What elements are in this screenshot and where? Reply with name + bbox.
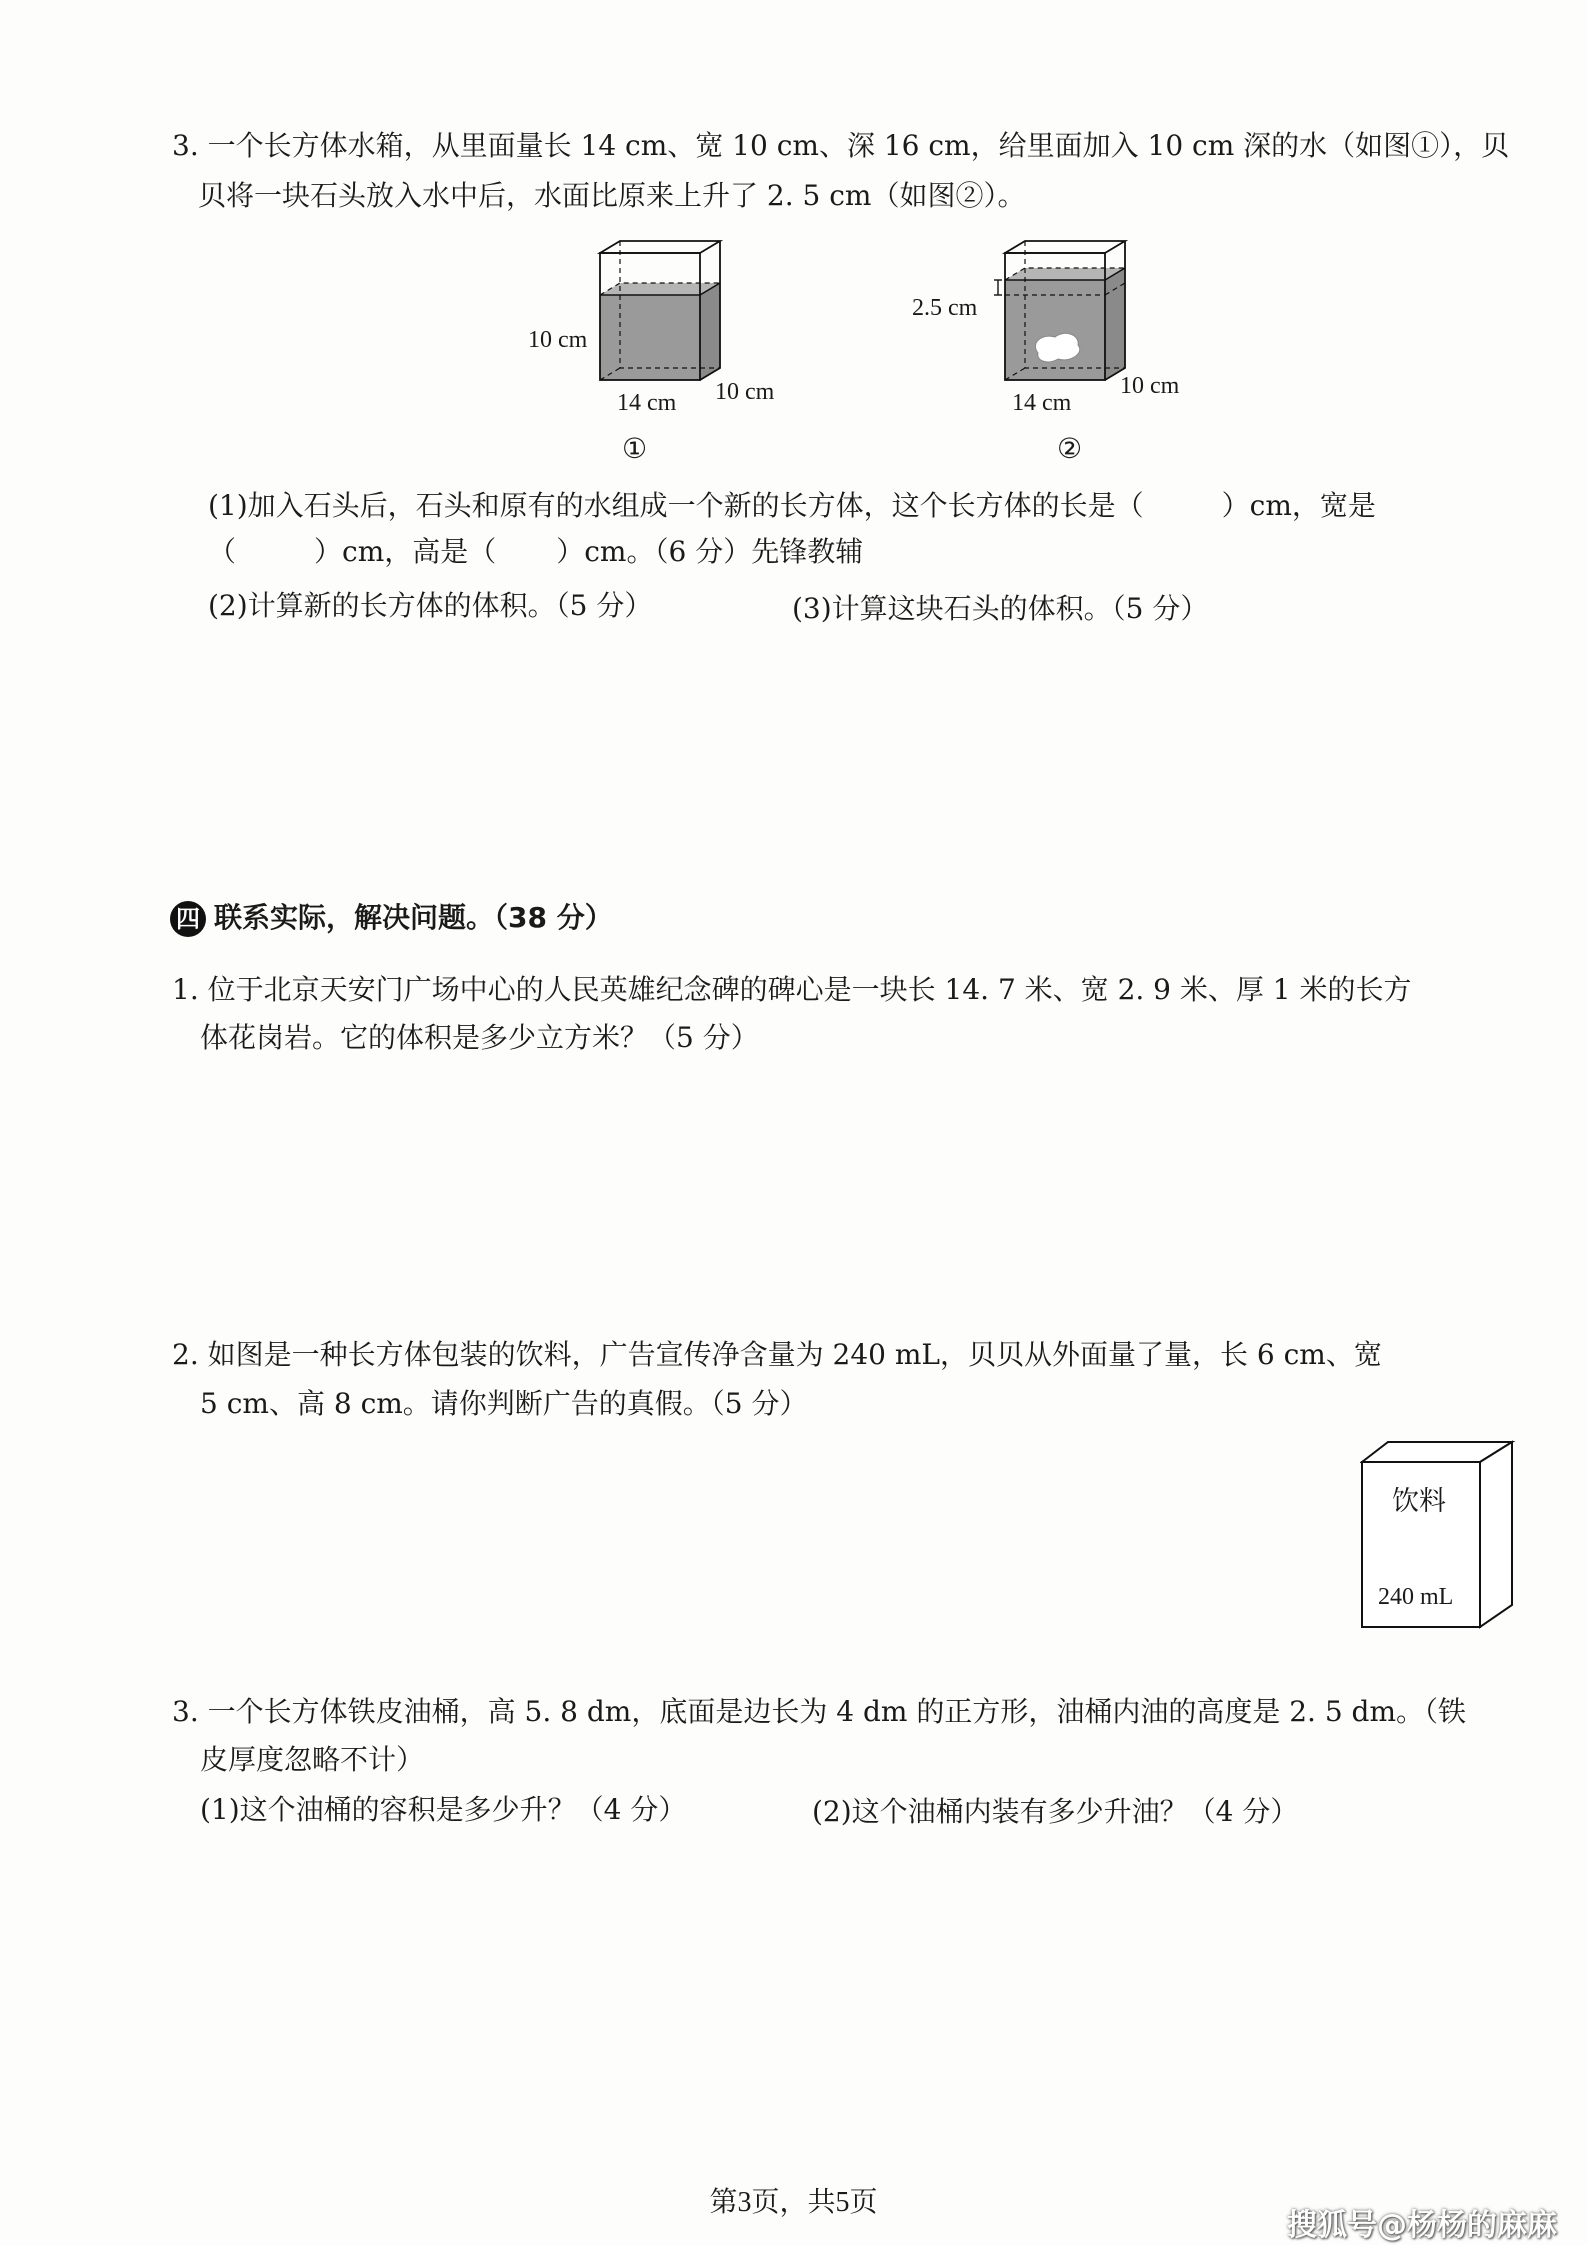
fig2-rise-label: 2.5 cm [912, 295, 978, 321]
s4-q3-sub1: (1)这个油桶的容积是多少升？（4 分） [200, 1793, 687, 1826]
s4-q2-line-1: 2. 如图是一种长方体包装的饮料，广告宣传净含量为 240 mL，贝贝从外面量了量，长 6 cm、宽 [172, 1338, 1382, 1371]
page-number: 第3页，共5页 [709, 2187, 878, 2218]
q3-sub2: (2)计算新的长方体的体积。（5 分） [208, 589, 653, 622]
s4-q3-line-1: 3. 一个长方体铁皮油桶，高 5. 8 dm，底面是边长为 4 dm 的正方形，油桶内油的高度是 2. 5 dm。（铁 [172, 1695, 1467, 1728]
fig1-length-label: 14 cm [617, 390, 677, 416]
fig2-width-label: 10 cm [1120, 373, 1180, 399]
q3-sub1-line2: （ ）cm，高是（ ）cm。（6 分）先锋教辅 [208, 535, 864, 568]
s4-q2-line-2: 5 cm、高 8 cm。请你判断广告的真假。（5 分） [200, 1387, 808, 1420]
drink-box-volume: 240 mL [1378, 1584, 1454, 1610]
q3-sub1-line1: (1)加入石头后，石头和原有的水组成一个新的长方体，这个长方体的长是（ ）cm，宽是 [208, 489, 1376, 522]
fig2-length-label: 14 cm [1012, 390, 1072, 416]
section-4-badge: 四 [170, 901, 206, 937]
q3-line-2: 贝将一块石头放入水中后，水面比原来上升了 2. 5 cm（如图②）。 [198, 179, 1026, 212]
q3-line-1: 3. 一个长方体水箱，从里面量长 14 cm、宽 10 cm、深 16 cm，给里面加入 10 cm 深的水（如图①），贝 [172, 129, 1510, 162]
section-4-heading [170, 898, 613, 938]
drink-box-name: 饮料 [1392, 1486, 1446, 1517]
s4-q1-line-2: 体花岗岩。它的体积是多少立方米？（5 分） [200, 1021, 759, 1054]
section-4-title: 联系实际，解决问题。（38 分） [214, 901, 613, 934]
s4-q3-line-2: 皮厚度忽略不计） [200, 1743, 425, 1776]
fig1-width-label: 10 cm [715, 379, 775, 405]
fig2-caption: ② [1057, 432, 1083, 465]
s4-q3-sub2: (2)这个油桶内装有多少升油？（4 分） [812, 1795, 1299, 1828]
fig1-caption: ① [622, 432, 648, 465]
fig1-height-label: 10 cm [528, 327, 588, 353]
watermark: 搜狐号@杨杨的麻麻 [1287, 2208, 1557, 2243]
q3-sub3: (3)计算这块石头的体积。（5 分） [792, 592, 1209, 625]
s4-q1-line-1: 1. 位于北京天安门广场中心的人民英雄纪念碑的碑心是一块长 14. 7 米、宽 2. 9 米、厚 1 米的长方 [172, 973, 1412, 1006]
